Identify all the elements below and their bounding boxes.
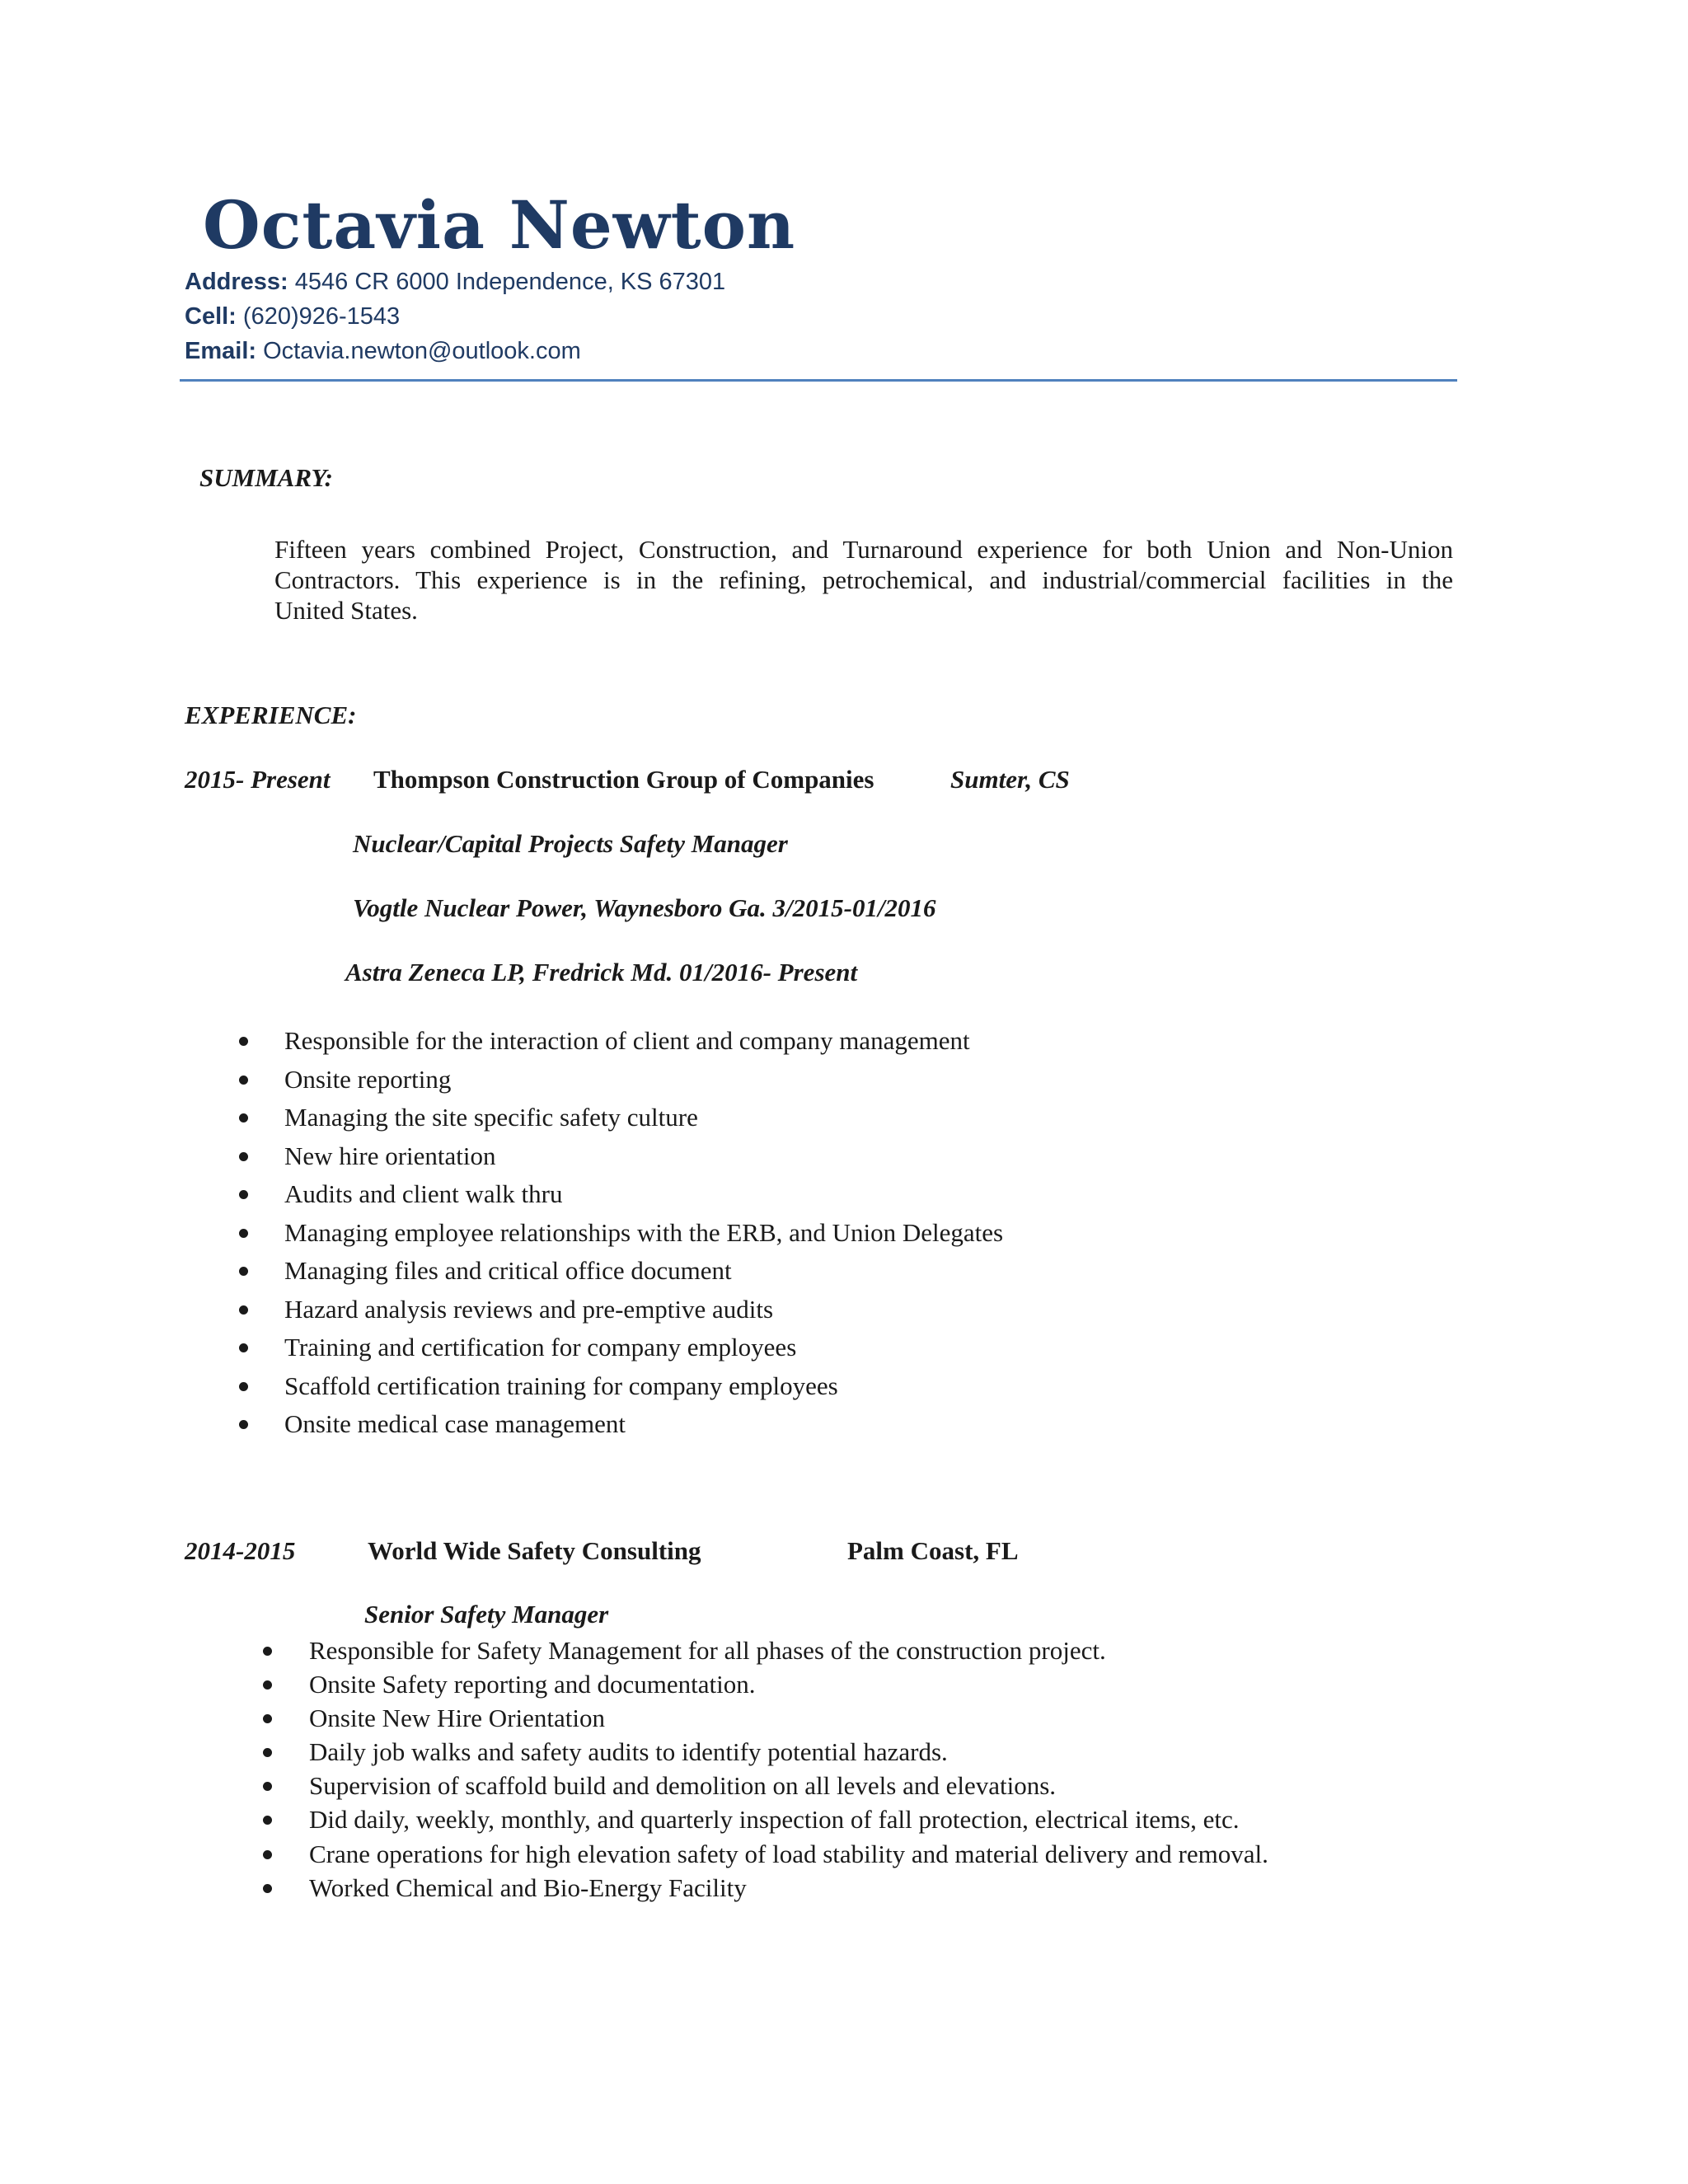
list-item xyxy=(284,1141,1003,1179)
job-location: Palm Coast, FL xyxy=(847,1536,1019,1565)
list-item xyxy=(284,1217,1003,1256)
bullet-icon xyxy=(239,1382,248,1391)
list-item-text: Hazard analysis reviews and pre-emptive audits xyxy=(284,1294,774,1324)
address-label: Address: xyxy=(185,269,288,295)
job-title: Senior Safety Manager xyxy=(364,1600,609,1629)
job-title: Nuclear/Capital Projects Safety Manager xyxy=(353,829,788,858)
list-item-text: Managing the site specific safety culture xyxy=(284,1103,698,1132)
list-item xyxy=(284,1179,1003,1217)
bullet-icon xyxy=(239,1420,248,1429)
cell-line xyxy=(185,303,400,330)
list-item-text: Managing employee relationships with the ERB, and Union Delegates xyxy=(284,1217,1004,1247)
list-item-text: Onsite medical case management xyxy=(284,1409,626,1438)
job-assignment: Astra Zeneca LP, Fredrick Md. 01/2016- Present xyxy=(345,958,858,987)
bullet-icon xyxy=(263,1748,272,1757)
list-item xyxy=(284,1025,1003,1064)
cell-value: (620)926-1543 xyxy=(242,303,401,330)
bullet-icon xyxy=(263,1714,272,1723)
list-item-text: Onsite Safety reporting and documentation. xyxy=(309,1670,756,1699)
job-responsibilities-list xyxy=(284,1025,1003,1447)
list-item-text: Managing files and critical office document xyxy=(284,1256,732,1285)
list-item-text: Responsible for Safety Management for all phases of the construction project. xyxy=(309,1636,1106,1665)
summary-line: Fifteen years combined Project, Construction, and Turnaround experience for both Union and Non-Union xyxy=(274,535,1453,564)
list-item xyxy=(284,1255,1003,1294)
list-item-text: Did daily, weekly, monthly, and quarterly inspection of fall protection, electrical items, etc. xyxy=(309,1805,1240,1835)
email-line xyxy=(185,338,581,365)
list-item xyxy=(309,1704,1268,1738)
list-item xyxy=(284,1332,1003,1371)
list-item xyxy=(284,1294,1003,1333)
bullet-icon xyxy=(239,1343,248,1352)
list-item xyxy=(284,1102,1003,1141)
list-item-text: New hire orientation xyxy=(284,1141,496,1170)
bullet-icon xyxy=(239,1076,248,1085)
header-divider xyxy=(180,379,1457,382)
bullet-icon xyxy=(263,1850,272,1859)
bullet-icon xyxy=(239,1267,248,1276)
candidate-name: Octavia Newton xyxy=(203,186,796,264)
job-location: Sumter, CS xyxy=(950,765,1070,794)
list-item-text: Crane operations for high elevation safety of load stability and material delivery and removal. xyxy=(309,1839,1268,1868)
list-item-text: Onsite New Hire Orientation xyxy=(309,1704,605,1733)
address-value: 4546 CR 6000 Independence, KS 67301 xyxy=(294,269,726,295)
list-item-text: Audits and client walk thru xyxy=(284,1179,563,1208)
list-item xyxy=(309,1671,1268,1704)
email-value[interactable]: Octavia.newton@outlook.com xyxy=(263,338,581,364)
list-item-text: Training and certification for company employees xyxy=(284,1333,797,1361)
list-item-text: Responsible for the interaction of client and company management xyxy=(284,1026,970,1055)
bullet-icon xyxy=(239,1037,248,1046)
bullet-icon xyxy=(263,1782,272,1791)
bullet-icon xyxy=(239,1190,248,1199)
summary-line: United States. xyxy=(274,596,418,625)
list-item xyxy=(309,1637,1268,1671)
summary-paragraph xyxy=(274,534,1453,626)
bullet-icon xyxy=(239,1229,248,1238)
bullet-icon xyxy=(263,1680,272,1690)
list-item-text: Daily job walks and safety audits to identify potential hazards. xyxy=(309,1737,948,1767)
list-item-text: Worked Chemical and Bio-Energy Facility xyxy=(309,1872,747,1902)
list-item-text: Scaffold certification training for company employees xyxy=(284,1371,838,1400)
list-item xyxy=(309,1772,1268,1806)
job-dates: 2014-2015 xyxy=(185,1536,296,1565)
job-dates: 2015- Present xyxy=(185,765,331,794)
list-item xyxy=(309,1738,1268,1772)
list-item xyxy=(284,1408,1003,1447)
list-item-text: Onsite reporting xyxy=(284,1064,452,1094)
bullet-icon xyxy=(239,1305,248,1315)
list-item-text: Supervision of scaffold build and demolition on all levels and elevations. xyxy=(309,1771,1057,1801)
job-company: Thompson Construction Group of Companies xyxy=(373,765,874,794)
job-company: World Wide Safety Consulting xyxy=(368,1536,701,1565)
cell-label: Cell: xyxy=(185,303,237,330)
address-line xyxy=(185,269,725,296)
bullet-icon xyxy=(263,1816,272,1825)
bullet-icon xyxy=(239,1113,248,1122)
summary-line: Contractors. This experience is in the refining, petrochemical, and industrial/commercial facilities in the xyxy=(274,565,1453,594)
job-responsibilities-list xyxy=(309,1637,1268,1908)
list-item xyxy=(284,1064,1003,1103)
bullet-icon xyxy=(263,1647,272,1656)
job-assignment: Vogtle Nuclear Power, Waynesboro Ga. 3/2015-01/2016 xyxy=(353,893,936,922)
summary-heading: SUMMARY: xyxy=(199,463,333,492)
list-item xyxy=(284,1371,1003,1409)
list-item xyxy=(309,1806,1268,1840)
list-item xyxy=(309,1840,1268,1874)
experience-heading: EXPERIENCE: xyxy=(185,701,357,729)
bullet-icon xyxy=(239,1152,248,1161)
bullet-icon xyxy=(263,1884,272,1893)
list-item xyxy=(309,1874,1268,1908)
email-label: Email: xyxy=(185,338,257,364)
